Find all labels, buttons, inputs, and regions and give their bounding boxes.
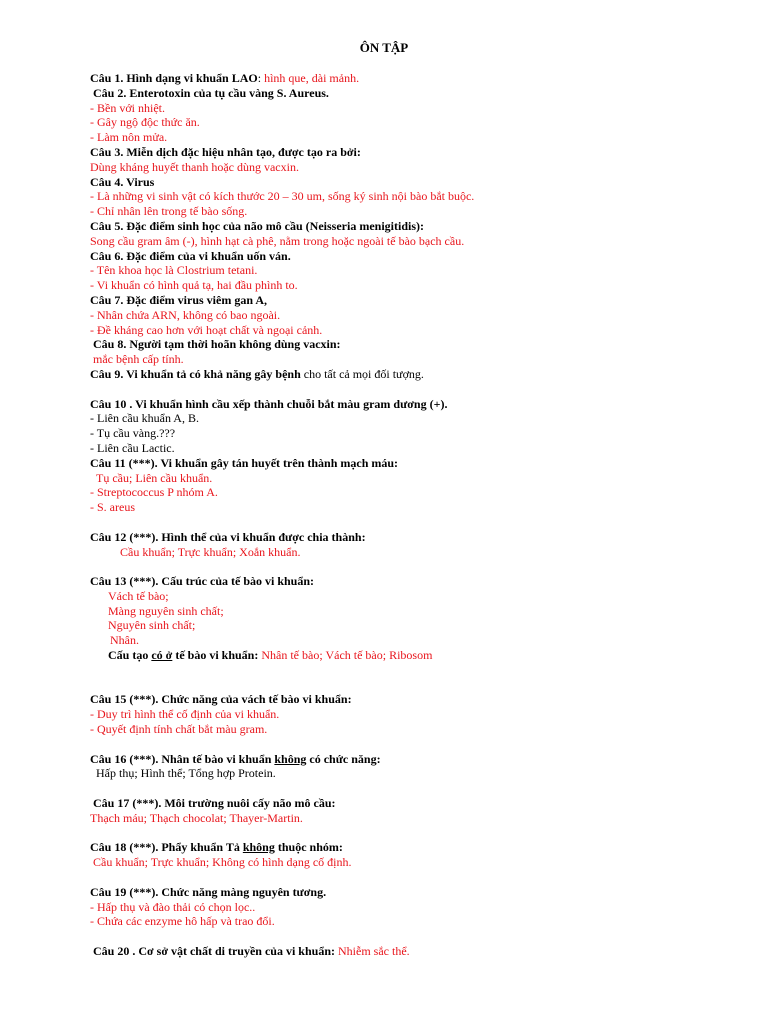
question-text: tế bào vi khuẩn: [172,648,259,663]
answer-line: Dùng kháng huyết thanh hoặc dùng vacxin. [90,159,299,174]
question-text: có chức năng: [306,751,381,766]
page-title: ÔN TẬP [359,40,409,55]
question-text: Câu 18 (***). Phẩy khuẩn Tả [90,840,243,855]
answer-line: - Nhân chứa ARN, không có bao ngoài. [90,307,281,322]
answer-line: Cầu khuẩn; Trực khuẩn; Không có hình dạng cố định. [93,855,352,870]
answer-text: cho tất cả mọi đối tượng. [300,366,424,381]
question-11: Câu 11 (***). Vi khuẩn gây tán huyết trên thành mạch máu: [90,455,399,470]
answer-line: Nhân. [110,633,139,648]
underlined-text: không [274,751,307,766]
answer-line: - Liên cầu Lactic. [90,440,175,455]
answer-line: - Quyết định tính chất bắt màu gram. [90,722,268,737]
answer-line: Hấp thụ; Hình thể; Tổng hợp Protein. [96,766,276,781]
answer-line: Nguyên sinh chất; [108,618,196,633]
question-2: Câu 2. Enterotoxin của tụ cầu vàng S. Aureus. [93,85,329,100]
question-6: Câu 6. Đặc điểm của vi khuẩn uốn ván. [90,248,291,263]
question-text: Cấu tạo [108,648,152,663]
question-7: Câu 7. Đặc điểm virus viêm gan A, [90,292,267,307]
question-13-sub [90,648,730,663]
answer-line: - Bền với nhiệt. [90,100,165,115]
question-13: Câu 13 (***). Cấu trúc của tế bào vi khuẩn: [90,574,315,589]
question-12: Câu 12 (***). Hình thể của vi khuẩn được chia thành: [90,529,366,544]
answer-line: mắc bệnh cấp tính. [93,352,184,367]
question-9 [90,367,730,382]
answer-line: - Đề kháng cao hơn với hoạt chất và ngoại cảnh. [90,322,323,337]
question-3: Câu 3. Miễn dịch đặc hiệu nhân tạo, được tạo ra bởi: [90,144,361,159]
answer-line: - Chỉ nhân lên trong tế bào sống. [90,204,248,219]
answer-line: - Tên khoa học là Clostrium tetani. [90,263,258,278]
answer-line: - Gây ngộ độc thức ăn. [90,115,200,130]
question-text: Câu 16 (***). Nhân tế bào vi khuẩn [90,751,275,766]
answer-line: Vách tế bào; [108,588,169,603]
separator: : [257,71,265,85]
question-16 [90,752,730,767]
answer-line: - Vi khuẩn có hình quả tạ, hai đầu phình to. [90,278,298,293]
question-text: Câu 1. Hình dạng vi khuẩn LAO [90,71,258,85]
question-10: Câu 10 . Vi khuẩn hình cầu xếp thành chuỗi bắt màu gram dương (+). [90,396,448,411]
answer-line: - Là những vi sinh vật có kích thước 20 – 30 um, sống ký sinh nội bào bắt buộc. [90,189,475,204]
answer-text: Nhiễm sắc thể. [335,944,410,959]
answer-line: Màng nguyên sinh chất; [108,603,224,618]
answer-line: - Streptococcus P nhóm A. [90,485,218,500]
answer-line: - Tụ cầu vàng.??? [90,426,176,441]
question-8: Câu 8. Người tạm thời hoãn không dùng vacxin: [93,337,341,352]
question-5: Câu 5. Đặc điểm sinh học của não mô cầu (Neisseria menigitidis): [90,218,424,233]
answer-line: - Chứa các enzyme hô hấp và trao đổi. [90,914,275,929]
document-content [90,71,730,959]
question-17: Câu 17 (***). Môi trường nuôi cấy não mô cầu: [93,796,336,811]
question-18 [90,840,730,855]
question-4: Câu 4. Virus [90,174,155,189]
answer-line: - Làm nôn mửa. [90,130,168,145]
question-1 [90,71,730,86]
answer-line: Tụ cầu; Liên cầu khuẩn. [96,470,213,485]
question-text: thuộc nhóm: [274,840,343,855]
answer-text: hình que, dài mảnh. [264,71,360,85]
question-text: Câu 20 . Cơ sở vật chất di truyền của vi khuẩn: [93,944,335,959]
question-19: Câu 19 (***). Chức năng màng nguyên tương. [90,884,327,899]
answer-line: Thạch máu; Thạch chocolat; Thayer-Martin. [90,810,303,825]
answer-line: - S. areus [90,500,135,515]
answer-line: - Hấp thụ và đào thải có chọn lọc.. [90,899,256,914]
underlined-text: có ở [151,648,173,663]
answer-line: Song cầu gram âm (-), hình hạt cà phê, nằm trong hoặc ngoài tế bào bạch cầu. [90,233,465,248]
answer-line: - Liên cầu khuẩn A, B. [90,411,199,426]
underlined-text: không [242,840,275,855]
answer-line: Cầu khuẩn; Trực khuẩn; Xoắn khuẩn. [120,544,301,559]
answer-line: - Duy trì hình thể cố định của vi khuẩn. [90,707,280,722]
question-15: Câu 15 (***). Chức năng của vách tế bào vi khuẩn: [90,692,352,707]
question-20 [90,944,730,959]
answer-text: Nhân tế bào; Vách tế bào; Ribosom [258,648,433,663]
question-text: Câu 9. Vi khuẩn tả có khả năng gây bệnh [90,366,301,381]
